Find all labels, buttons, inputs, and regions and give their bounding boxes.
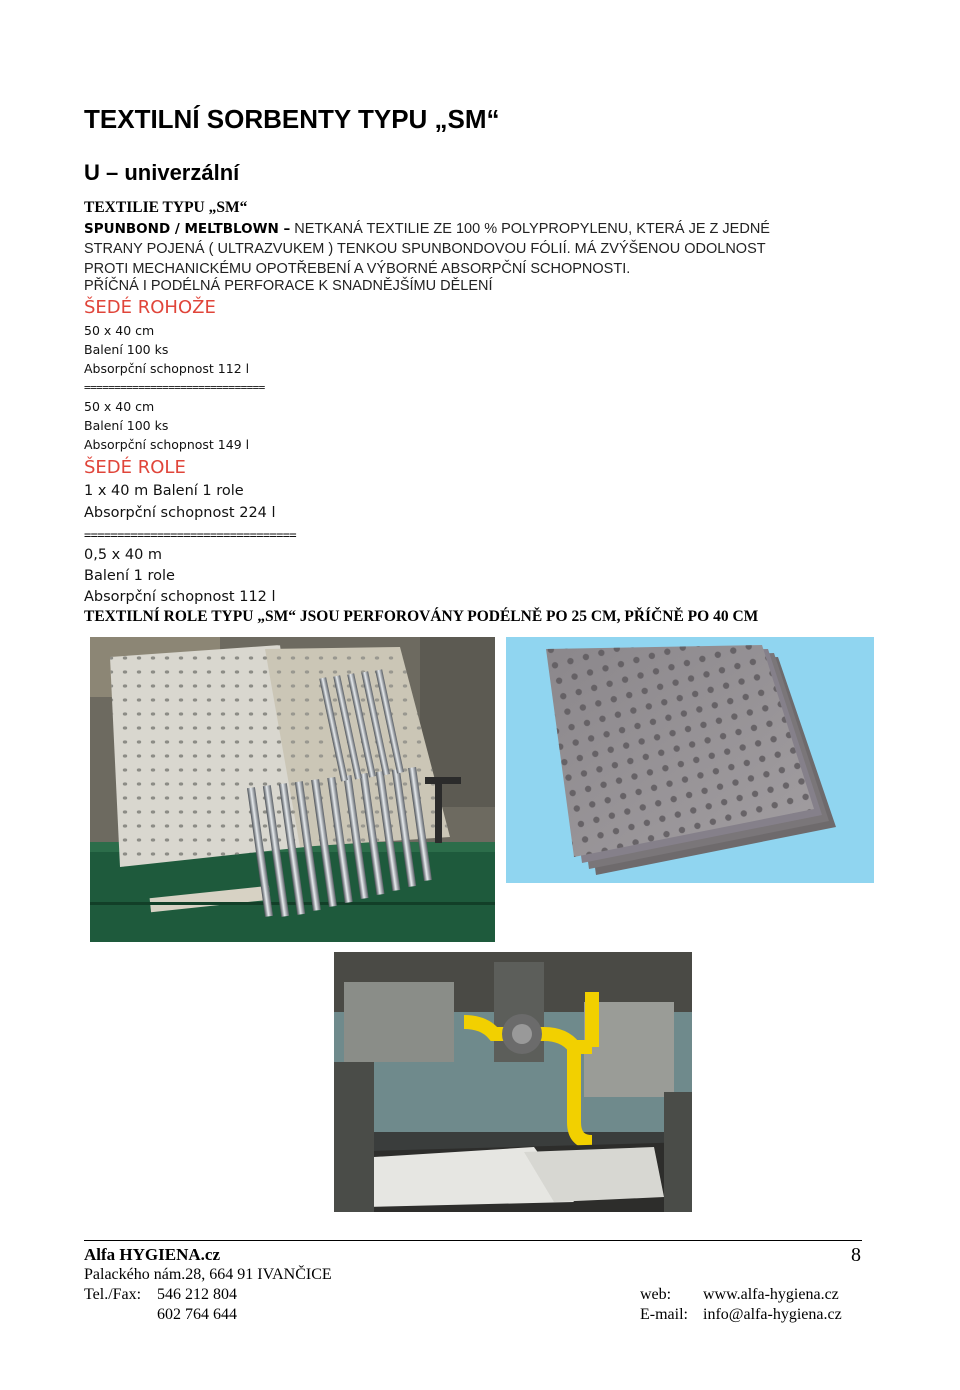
page-subtitle: U – univerzální <box>84 160 240 185</box>
rolls-heading: ŠEDÉ ROLE <box>84 457 186 478</box>
rolls-v2-pack: Balení 1 role <box>84 568 175 584</box>
footer-email-label: E-mail: <box>640 1306 688 1323</box>
footer-web-label: web: <box>640 1286 672 1303</box>
footer-tel-label: Tel./Fax: <box>84 1286 142 1303</box>
intro-line-2 <box>84 220 770 238</box>
photo-mats-under-machinery <box>334 952 692 1212</box>
mats-v2-absorb: Absorpční schopnost 149 l <box>84 437 250 452</box>
mats-heading: ŠEDÉ ROHOŽE <box>84 297 216 318</box>
rolls-v1-size-pack: 1 x 40 m Balení 1 role <box>84 483 244 499</box>
mats-separator: ============================== <box>84 381 265 394</box>
mats-v1-size: 50 x 40 cm <box>84 323 155 338</box>
rolls-v2-absorb: Absorpční schopnost 112 l <box>84 589 276 605</box>
footer-web-link[interactable]: www.alfa-hygiena.cz <box>703 1286 839 1303</box>
footer-address: Palackého nám.28, 664 91 IVANČICE <box>84 1266 332 1283</box>
footer-rule <box>84 1240 862 1241</box>
footer-tel-1: 546 212 804 <box>157 1286 237 1303</box>
mats-v2-pack: Balení 100 ks <box>84 418 169 433</box>
intro-line-4: PROTI MECHANICKÉMU OPOTŘEBENÍ A VÝBORNÉ ABSORPČNÍ SCHOPNOSTI. <box>84 261 631 277</box>
intro-heading: TEXTILIE TYPU „SM“ <box>84 199 248 216</box>
material-label: SPUNBOND / MELTBLOWN – <box>84 221 291 237</box>
footer-tel-2: 602 764 644 <box>157 1306 237 1323</box>
rolls-v1-absorb: Absorpční schopnost 224 l <box>84 505 276 521</box>
intro-line-3: STRANY POJENÁ ( ULTRAZVUKEM ) TENKOU SPUNBONDOVOU FÓLIÍ. MÁ ZVÝŠENOU ODOLNOST <box>84 241 766 257</box>
mats-v1-pack: Balení 100 ks <box>84 342 169 357</box>
rolls-v2-size: 0,5 x 40 m <box>84 547 163 563</box>
page-title: TEXTILNÍ SORBENTY TYPU „SM“ <box>84 104 500 134</box>
mats-v2-size: 50 x 40 cm <box>84 399 155 414</box>
photo-mats-on-workbench <box>90 637 495 942</box>
material-description: NETKANÁ TEXTILIE ZE 100 % POLYPROPYLENU, KTERÁ JE Z JEDNÉ <box>290 221 770 237</box>
footer-email-link[interactable]: info@alfa-hygiena.cz <box>703 1306 842 1323</box>
rolls-perforation-note: TEXTILNÍ ROLE TYPU „SM“ JSOU PERFOROVÁNY PODÉLNĚ PO 25 CM, PŘÍČNĚ PO 40 CM <box>84 608 759 625</box>
rolls-separator: ================================ <box>84 528 296 542</box>
page-number: 8 <box>851 1244 861 1266</box>
mats-v1-absorb: Absorpční schopnost 112 l <box>84 361 250 376</box>
footer-company: Alfa HYGIENA.cz <box>84 1245 220 1264</box>
photo-mat-stack <box>506 637 874 883</box>
intro-line-5: PŘÍČNÁ I PODÉLNÁ PERFORACE K SNADNĚJŠÍMU DĚLENÍ <box>84 278 493 294</box>
